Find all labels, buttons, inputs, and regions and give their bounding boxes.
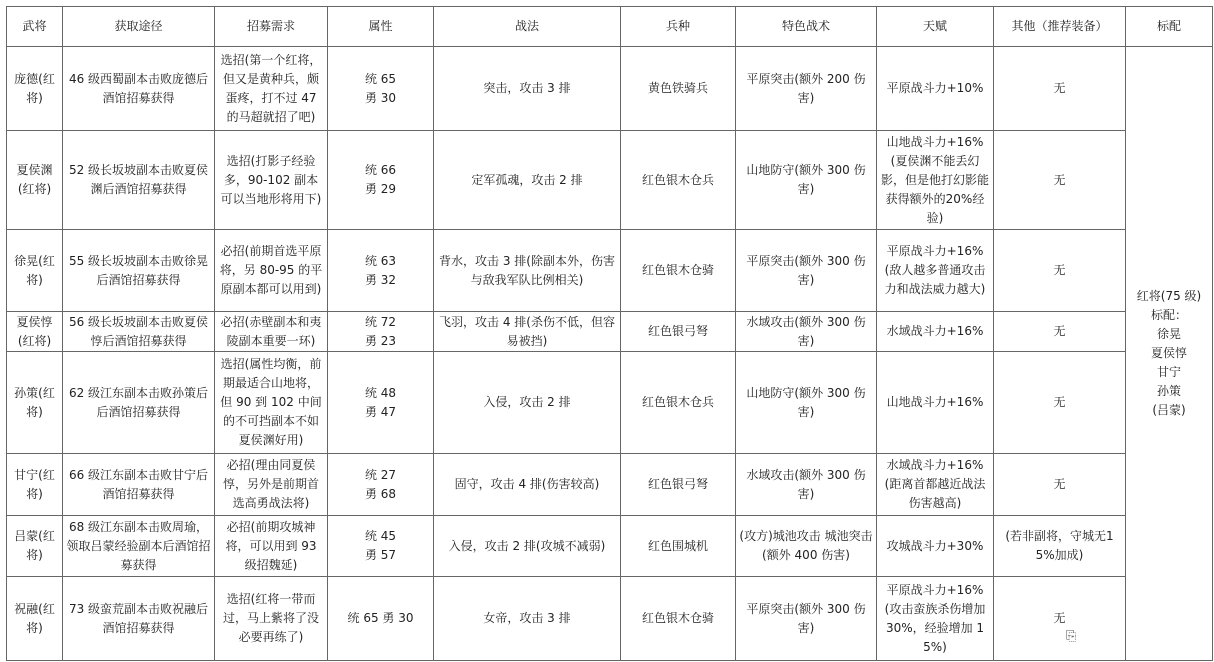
table-row [7, 47, 1213, 131]
cell-special: 山地防守(额外 300 伤害) [736, 352, 877, 454]
cell-tactic: 飞羽，攻击 4 排(杀伤不低，但容易被挡) [434, 312, 621, 352]
cell-special: 水域攻击(额外 300 伤害) [736, 454, 877, 516]
cell-source: 52 级长坂坡副本击败夏侯渊后酒馆招募获得 [63, 131, 215, 230]
cell-other: 无 [994, 352, 1126, 454]
cell-general: 吕蒙(红将) [7, 516, 63, 577]
cell-special: 山地防守(额外 300 伤害) [736, 131, 877, 230]
cell-general: 夏侯渊(红将) [7, 131, 63, 230]
cell-source: 46 级西蜀副本击败庞德后酒馆招募获得 [63, 47, 215, 131]
cell-requirement: 选招(属性均衡，前期最适合山地将，但 90 到 102 中间的不可挡副本不如夏侯渊好用) [215, 352, 328, 454]
cell-special: 水域攻击(额外 300 伤害) [736, 312, 877, 352]
cell-requirement: 必招(赤壁副本和夷陵副本重要一环) [215, 312, 328, 352]
cell-tactic: 入侵，攻击 2 排(攻城不减弱) [434, 516, 621, 577]
cell-general: 徐晃(红将) [7, 230, 63, 312]
cell-troop: 红色银木仓骑 [621, 577, 736, 661]
cell-general: 庞德(红将) [7, 47, 63, 131]
cell-stats: 统 65 勇 30 [328, 47, 434, 131]
table-row [7, 516, 1213, 577]
cell-stats: 统 66 勇 29 [328, 131, 434, 230]
cell-talent: 水域战斗力+16%(距离首都越近战法伤害越高) [877, 454, 994, 516]
cell-general: 孙策(红将) [7, 352, 63, 454]
cell-source: 55 级长坂坡副本击败徐晃后酒馆招募获得 [63, 230, 215, 312]
cell-talent: 山地战斗力+16% [877, 352, 994, 454]
cell-other: 无 [994, 230, 1126, 312]
page-wrap [6, 6, 1213, 661]
cell-requirement: 必招(理由同夏侯惇，另外是前期首选高勇战法将) [215, 454, 328, 516]
cell-talent: 平原战斗力+10% [877, 47, 994, 131]
cell-requirement: 选招(第一个红将，但又是黄种兵，颇蛋疼，打不过 47 的马超就招了吧) [215, 47, 328, 131]
header-talent: 天赋 [877, 7, 994, 47]
cell-general: 夏侯惇(红将) [7, 312, 63, 352]
cell-requirement: 必招(前期攻城神将，可以用到 93 级招魏延) [215, 516, 328, 577]
paste-icon: ⎘ [1066, 629, 1077, 644]
cell-stats: 统 65 勇 30 [328, 577, 434, 661]
cell-troop: 红色银木仓兵 [621, 352, 736, 454]
table-row [7, 577, 1213, 661]
header-source: 获取途径 [63, 7, 215, 47]
cell-tactic: 背水，攻击 3 排(除副本外，伤害与敌我军队比例相关) [434, 230, 621, 312]
table-row [7, 352, 1213, 454]
cell-requirement: 选招(红将一带而过，马上紫将了没必要再练了) [215, 577, 328, 661]
cell-requirement: 选招(打影子经验多，90-102 副本可以当地形将用下) [215, 131, 328, 230]
cell-talent: 山地战斗力+16%(夏侯渊不能丢幻影，但是他打幻影能获得额外的20%经验) [877, 131, 994, 230]
header-requirement: 招募需求 [215, 7, 328, 47]
cell-other: 无 [994, 454, 1126, 516]
cell-tactic: 固守，攻击 4 排(伤害较高) [434, 454, 621, 516]
cell-other: 无 [994, 312, 1126, 352]
header-tactic: 战法 [434, 7, 621, 47]
header-special: 特色战术 [736, 7, 877, 47]
cell-stats: 统 48 勇 47 [328, 352, 434, 454]
header-general: 武将 [7, 7, 63, 47]
cell-troop: 红色银弓弩 [621, 312, 736, 352]
general-table [6, 6, 1213, 661]
cell-stats: 统 72 勇 23 [328, 312, 434, 352]
cell-special: 平原突击(额外 300 伤害) [736, 230, 877, 312]
cell-troop: 红色银弓弩 [621, 454, 736, 516]
cell-troop: 红色银木仓兵 [621, 131, 736, 230]
header-stats: 属性 [328, 7, 434, 47]
cell-general: 甘宁(红将) [7, 454, 63, 516]
cell-source: 73 级蛮荒副本击败祝融后酒馆招募获得 [63, 577, 215, 661]
cell-source: 62 级江东副本击败孙策后后酒馆招募获得 [63, 352, 215, 454]
cell-standard: 红将(75 级) 标配： 徐晃 夏侯惇 甘宁 孙策 (吕蒙) [1126, 47, 1213, 661]
cell-other: 无 [994, 47, 1126, 131]
cell-tactic: 定军孤魂，攻击 2 排 [434, 131, 621, 230]
cell-troop: 红色围城机 [621, 516, 736, 577]
cell-talent: 平原战斗力+16%(敌人越多普通攻击力和战法威力越大) [877, 230, 994, 312]
cell-talent: 平原战斗力+16%(攻击蛮族杀伤增加 30%，经验增加 15%) [877, 577, 994, 661]
table-row [7, 131, 1213, 230]
header-row [7, 7, 1213, 47]
cell-special: 平原突击(额外 200 伤害) [736, 47, 877, 131]
cell-stats: 统 45 勇 57 [328, 516, 434, 577]
cell-other: 无 [994, 577, 1126, 661]
cell-stats: 统 27 勇 68 [328, 454, 434, 516]
header-standard: 标配 [1126, 7, 1213, 47]
table-row [7, 312, 1213, 352]
cell-other: (若非副将，守城无15%加成) [994, 516, 1126, 577]
cell-source: 68 级江东副本击败周瑜，领取吕蒙经验副本后酒馆招募获得 [63, 516, 215, 577]
cell-source: 66 级江东副本击败甘宁后酒馆招募获得 [63, 454, 215, 516]
cell-talent: 攻城战斗力+30% [877, 516, 994, 577]
cell-talent: 水域战斗力+16% [877, 312, 994, 352]
cell-troop: 黄色铁骑兵 [621, 47, 736, 131]
cell-stats: 统 63 勇 32 [328, 230, 434, 312]
cell-other: 无 [994, 131, 1126, 230]
cell-tactic: 入侵，攻击 2 排 [434, 352, 621, 454]
cell-tactic: 突击，攻击 3 排 [434, 47, 621, 131]
table-row [7, 454, 1213, 516]
cell-special: (攻方)城池攻击 城池突击(额外 400 伤害) [736, 516, 877, 577]
cell-tactic: 女帝，攻击 3 排 [434, 577, 621, 661]
table-row [7, 230, 1213, 312]
cell-special: 平原突击(额外 300 伤害) [736, 577, 877, 661]
header-other: 其他（推荐装备） [994, 7, 1126, 47]
header-troop: 兵种 [621, 7, 736, 47]
cell-requirement: 必招(前期首选平原将，另 80-95 的平原副本都可以用到) [215, 230, 328, 312]
cell-troop: 红色银木仓骑 [621, 230, 736, 312]
cell-source: 56 级长坂坡副本击败夏侯惇后酒馆招募获得 [63, 312, 215, 352]
cell-general: 祝融(红将) [7, 577, 63, 661]
